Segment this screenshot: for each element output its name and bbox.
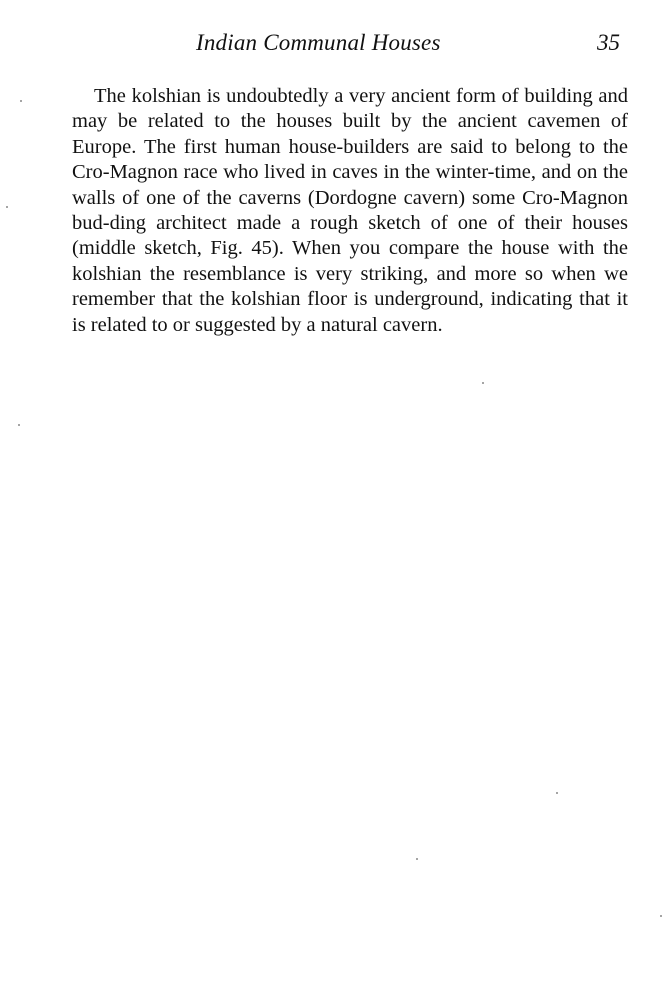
scan-speck [416,858,418,860]
scan-speck [18,424,20,426]
scan-speck [6,206,8,208]
scan-speck [482,382,484,384]
scan-speck [556,792,558,794]
scan-speck [660,915,662,917]
body-paragraph: The kolshian is undoubtedly a very ancient form of building and may be related to the houses built by the ancient cavemen of Europe. The first human house-builders are said to belong to the Cro-Magnon race who lived in caves in the winter-time, and on the walls of one of the caverns (Dordogne cavern) some Cro-Magnon bud-ding architect made a rough sketch of one of their houses (middle sketch, Fig. 45). When you compare the house with the kolshian the resemblance is very striking, and more so when we remember that the kolshian floor is underground, indicating that it is related to or suggested by a natural cavern. [72,85,628,336]
scan-speck [20,100,22,102]
running-head-title: Indian Communal Houses [196,30,441,55]
page-number: 35 [597,30,620,55]
page-header [0,30,666,62]
